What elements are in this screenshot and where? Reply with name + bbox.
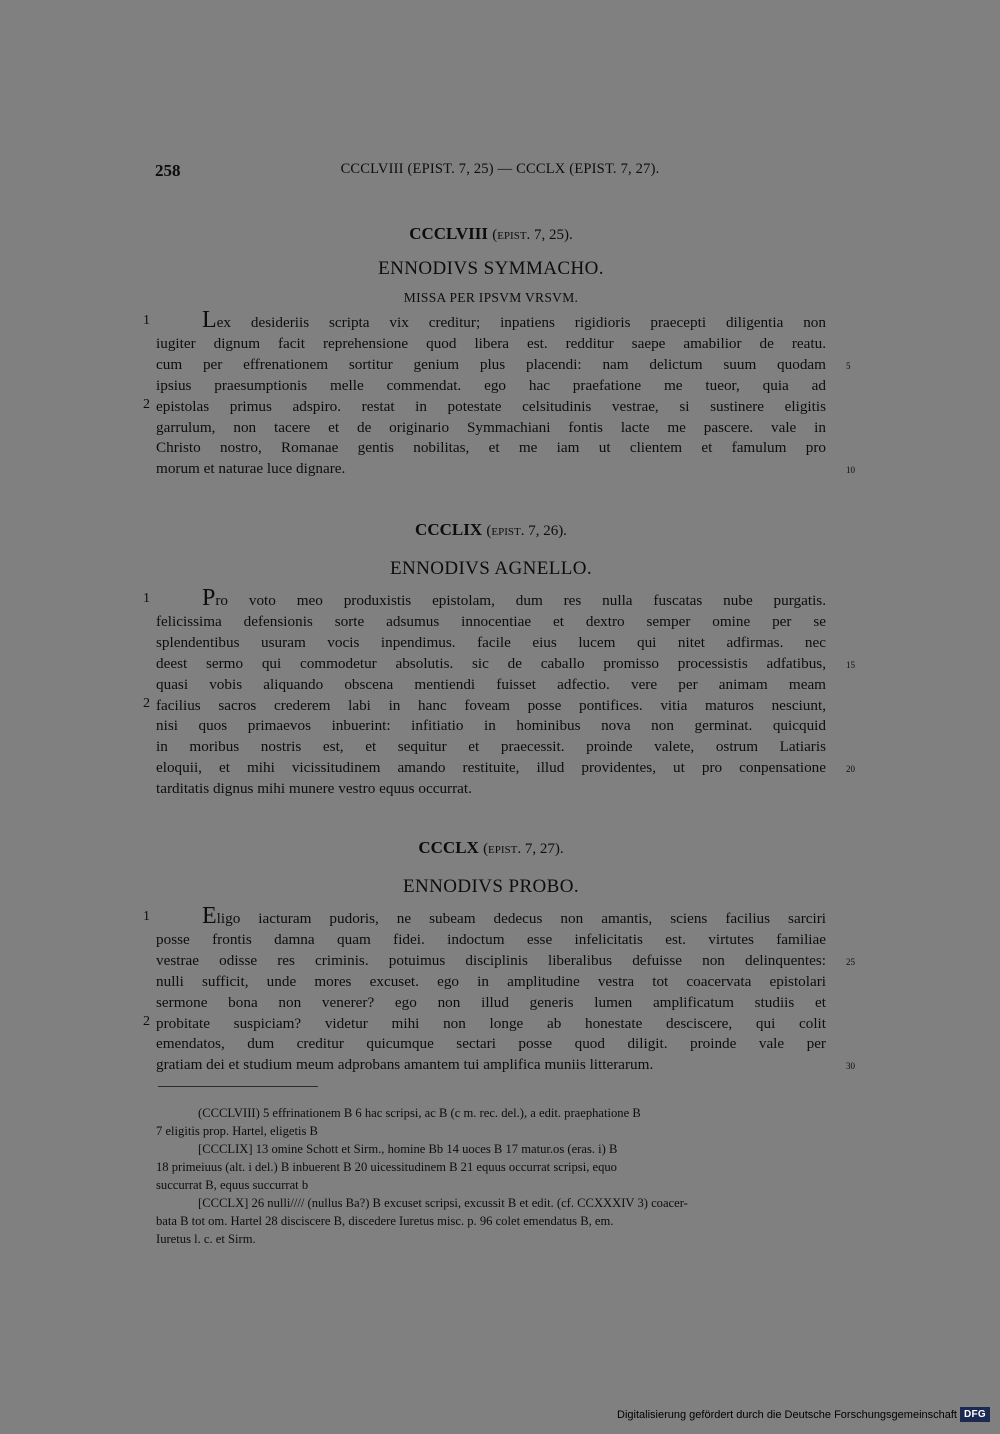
text-line: Christo nostro, Romanae gentis nobilitas, et me iam ut clientem et famulum pro xyxy=(156,439,826,457)
text-line: facilius sacros crederem labi in hanc foveam posse pontifices. vitia maturos nesciunt, xyxy=(156,696,826,714)
section-number: CCCLX xyxy=(418,838,479,857)
apparatus-line: bata B tot om. Hartel 28 disciscere B, discedere Iuretus misc. p. 96 colet emendatus B, em. xyxy=(156,1214,614,1228)
section-heading xyxy=(0,520,982,540)
critical-apparatus xyxy=(156,1104,826,1248)
apparatus-line: (CCCLVIII) 5 effrinationem B 6 hac scripsi, ac B (c m. rec. del.), a edit. praephatione B xyxy=(198,1106,641,1120)
letter-text xyxy=(156,585,826,800)
footnote-rule xyxy=(158,1086,318,1087)
margin-line-number: 25 xyxy=(846,956,855,967)
section-number: CCCLIX xyxy=(415,520,483,539)
text-line: gratiam dei et studium meum adprobans amantem tui amplifica muniis litterarum. xyxy=(156,1056,654,1074)
text-line: sermone bona non venerer? ego non illud generis lumen amplificatum studiis et xyxy=(156,993,826,1011)
margin-paragraph-number: 1 xyxy=(143,591,150,606)
text-line: ipsius praesumptionis melle commendat. ego hac praefatione me tueor, quia ad xyxy=(156,376,826,394)
section-reference: (epist. 7, 27). xyxy=(483,841,564,857)
section-heading xyxy=(0,838,982,858)
text-line: probitate suspiciam? videtur mihi non longe ab honestate desciscere, qui colit xyxy=(156,1014,826,1032)
letter-subtitle: MISSA PER IPSVM VRSVM. xyxy=(403,290,579,305)
apparatus-line: succurrat B, equus succurrat b xyxy=(156,1178,309,1192)
section-reference: (epist. 7, 25). xyxy=(492,227,573,243)
margin-line-number: 15 xyxy=(846,659,855,670)
text-line: in moribus nostris est, et sequitur et praecessit. proinde valete, ostrum Latiaris xyxy=(156,738,826,756)
margin-line-number: 30 xyxy=(846,1061,855,1072)
margin-paragraph-number: 2 xyxy=(143,1013,150,1029)
text-line: Pro voto meo produxistis epistolam, dum res nulla fuscatas nube purgatis. xyxy=(202,585,826,611)
text-line: tarditatis dignus mihi munere vestro equus occurrat. xyxy=(156,780,472,798)
text-line: morum et naturae luce dignare. xyxy=(156,460,346,478)
text-line: nulli sufficit, unde mores excuset. ego in amplitudine vestra tot coacervata epistolari xyxy=(156,972,826,990)
text-line: emendatos, dum creditur quicumque sectari posse quod diligit. proinde vale per xyxy=(156,1035,826,1053)
text-line: Lex desideriis scripta vix creditur; inpatiens rigidioris praecepti diligentia non xyxy=(202,307,826,333)
text-line: garrulum, non tacere et de originario Symmachiani fontis lacte me pascere. vale in xyxy=(156,418,826,436)
running-title: CCCLVIII (EPIST. 7, 25) — CCCLX (EPIST. 7, 27). xyxy=(340,161,660,177)
text-line: deest sermo qui commodetur absolutis. sic de caballo promisso processistis adfatibus, xyxy=(156,654,826,672)
margin-line-number: 20 xyxy=(846,764,855,775)
letter-address: ENNODIVS SYMMACHO. xyxy=(378,258,604,279)
digitization-credit xyxy=(617,1407,990,1422)
apparatus-line: 18 primeiuus (alt. i del.) B inbuerent B 20 uicessitudinem B 21 equus occurrat scripsi, equo xyxy=(156,1160,617,1174)
letter-text xyxy=(156,903,826,1076)
page-number: 258 xyxy=(155,161,181,180)
text-line: cum per effrenationem sortitur genium plus placendi: nam delictum suum quodam xyxy=(156,355,826,373)
text-line: Eligo iacturam pudoris, ne subeam dedecus non amantis, sciens facilius sarciri xyxy=(202,903,826,929)
margin-paragraph-number: 2 xyxy=(143,396,150,412)
apparatus-line: Iuretus l. c. et Sirm. xyxy=(156,1232,256,1246)
letter-address: ENNODIVS AGNELLO. xyxy=(389,558,593,579)
letter-address: ENNODIVS PROBO. xyxy=(403,876,579,897)
apparatus-line: [CCCLIX] 13 omine Schott et Sirm., homine Bb 14 uoces B 17 matur.os (eras. i) B xyxy=(198,1142,618,1156)
credit-text: Digitalisierung gefördert durch die Deutsche Forschungsgemeinschaft xyxy=(617,1408,957,1421)
text-line: iugiter dignum facit reprehensione quod libera est. redditur saepe amabilior de reatu. xyxy=(156,334,826,352)
text-line: vestrae odisse res criminis. potuimus disciplinis liberalibus defuisse non delinquentes: xyxy=(156,951,826,969)
margin-paragraph-number: 1 xyxy=(143,909,150,924)
text-line: quasi vobis aliquando obscena mentiendi fuisset adfectio. vere per animam meam xyxy=(156,675,826,693)
apparatus-line: [CCCLX] 26 nulli//// (nullus Ba?) B excuset scripsi, excussit B et edit. (cf. CCXXXIV 3) coacer- xyxy=(198,1196,688,1210)
margin-line-number: 10 xyxy=(846,465,855,476)
text-line: posse frontis damna quam fidei. indoctum esse infelicitatis est. virtutes familiae xyxy=(156,930,826,948)
margin-paragraph-number: 1 xyxy=(143,313,150,328)
letter-text xyxy=(156,307,826,480)
text-line: epistolas primus adspiro. restat in potestate celsitudinis vestrae, si sustinere eligitis xyxy=(156,397,826,415)
apparatus-line: 7 eligitis prop. Hartel, eligetis B xyxy=(156,1124,318,1138)
text-line: eloquii, et mihi vicissitudinem amando restituite, illud providentes, ut pro conpensatione xyxy=(156,759,826,777)
text-line: nisi quos primaevos inbuerint: infitiatio in hominibus nova non germinat. quicquid xyxy=(156,717,826,735)
section-reference: (epist. 7, 26). xyxy=(486,523,567,539)
text-line: splendentibus usuram vocis inpendimus. facile eius lucem qui nitet adfirmas. nec xyxy=(156,633,826,651)
section-number: CCCLVIII xyxy=(409,224,488,243)
dfg-logo: DFG xyxy=(960,1407,990,1422)
margin-line-number: 5 xyxy=(846,360,851,371)
text-line: felicissima defensionis sorte adsumus innocentiae et dextro semper omine per se xyxy=(156,612,826,630)
section-heading xyxy=(0,224,982,244)
margin-paragraph-number: 2 xyxy=(143,695,150,711)
